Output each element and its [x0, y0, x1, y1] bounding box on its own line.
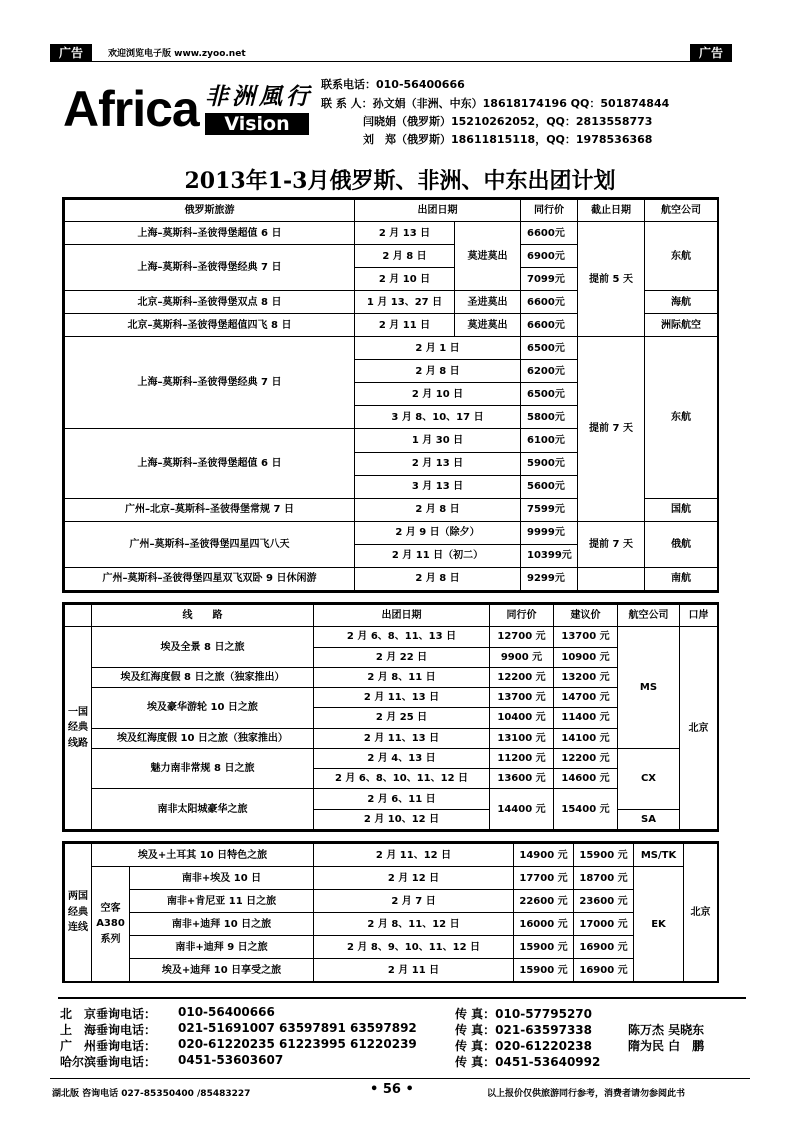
- date: 2 月 10 日: [355, 268, 455, 291]
- route: 埃及+迪拜 10 日享受之旅: [130, 959, 314, 982]
- date: 2 月 12 日: [314, 867, 514, 890]
- route: 北京–莫斯科–圣彼得堡超值四飞 8 日: [65, 314, 355, 337]
- note: 圣进莫出: [455, 291, 521, 314]
- peer: 9900 元: [490, 647, 554, 667]
- airline: 俄航: [645, 521, 718, 567]
- a380-series: 空客A380系列: [92, 867, 130, 982]
- suggest: 10900 元: [554, 647, 618, 667]
- peer: 11200 元: [490, 748, 554, 768]
- suggest: 17000 元: [574, 913, 634, 936]
- date: 2 月 10 日: [355, 383, 521, 406]
- price: 7099元: [521, 268, 578, 291]
- route: 广州–莫斯科–圣彼得堡四星四飞八天: [65, 521, 355, 567]
- contact-line-1: 联 系 人：孙文娟（非洲、中东）18618174196 QQ：501874844: [321, 97, 670, 110]
- date: 1 月 13、27 日: [355, 291, 455, 314]
- date: 2 月 11 日（初二）: [355, 544, 521, 567]
- note: 莫进莫出: [455, 222, 521, 291]
- ad-tag-right: 广告: [690, 44, 732, 62]
- airline: MS/TK: [634, 844, 684, 867]
- date: 2 月 8 日: [355, 360, 521, 383]
- route: 上海–莫斯科–圣彼得堡超值 6 日: [65, 429, 355, 498]
- suggest: 12200 元: [554, 748, 618, 768]
- hotline-phones: 020-61220235 61223995 61220239: [178, 1037, 417, 1051]
- hotline-city: 上 海垂询电话：: [60, 1023, 157, 1037]
- header-depart-date: 出团日期: [314, 605, 490, 627]
- header-airline: 航空公司: [645, 200, 718, 222]
- date: 2 月 6、11 日: [314, 789, 490, 809]
- peer: 12200 元: [490, 667, 554, 687]
- airline: CX: [618, 748, 680, 809]
- port: 北京: [680, 627, 718, 830]
- airline: 东航: [645, 222, 718, 291]
- contact-line-3: 刘 郑（俄罗斯）18611815118，QQ：1978536368: [363, 133, 653, 146]
- route: 埃及+土耳其 10 日特色之旅: [92, 844, 314, 867]
- suggest: 14100 元: [554, 728, 618, 748]
- price: 6100元: [521, 429, 578, 452]
- airline: 海航: [645, 291, 718, 314]
- suggest: 13700 元: [554, 627, 618, 647]
- contact-line-2: 闫晓娟（俄罗斯）15210262052，QQ：2813558773: [363, 115, 653, 128]
- price: 10399元: [521, 544, 578, 567]
- suggest: 13200 元: [554, 667, 618, 687]
- price: 6600元: [521, 314, 578, 337]
- peer: 13600 元: [490, 769, 554, 789]
- date: 2 月 11 日: [314, 959, 514, 982]
- deadline: 提前 5 天: [578, 222, 645, 337]
- route: 南非+迪拜 9 日之旅: [130, 936, 314, 959]
- suggest: 14600 元: [554, 769, 618, 789]
- header-russia-tour: 俄罗斯旅游: [65, 200, 355, 222]
- date: 2 月 11 日: [355, 314, 455, 337]
- note: 莫进莫出: [455, 314, 521, 337]
- header-peer-price: 同行价: [490, 605, 554, 627]
- logo-vision: Vision: [205, 113, 309, 135]
- header-airline: 航空公司: [618, 605, 680, 627]
- header-peer-price: 同行价: [521, 200, 578, 222]
- peer: 14400 元: [490, 789, 554, 830]
- peer: 22600 元: [514, 890, 574, 913]
- route: 魅力南非常规 8 日之旅: [92, 748, 314, 789]
- price: 5600元: [521, 475, 578, 498]
- header-depart-date: 出团日期: [355, 200, 521, 222]
- airline: MS: [618, 627, 680, 749]
- date: 2 月 4、13 日: [314, 748, 490, 768]
- logo-chinese: 非洲風行: [205, 83, 313, 110]
- suggest: 16900 元: [574, 936, 634, 959]
- price: 6900元: [521, 245, 578, 268]
- suggest: 15400 元: [554, 789, 618, 830]
- price: 5900元: [521, 452, 578, 475]
- egypt-table: [64, 604, 718, 830]
- airline: 国航: [645, 498, 718, 521]
- peer: 13700 元: [490, 688, 554, 708]
- route: 南非+埃及 10 日: [130, 867, 314, 890]
- date: 2 月 11、13 日: [314, 728, 490, 748]
- group-one-country: 一国经典线路: [65, 627, 92, 830]
- date: 2 月 13 日: [355, 452, 521, 475]
- hotline-phones: 010-56400666: [178, 1005, 275, 1019]
- airline: SA: [618, 809, 680, 829]
- peer: 15900 元: [514, 959, 574, 982]
- price: 9999元: [521, 521, 578, 544]
- hotline-rule: [58, 997, 746, 999]
- page-number: • 56 •: [370, 1082, 414, 1097]
- route: 埃及红海度假 10 日之旅（独家推出）: [92, 728, 314, 748]
- price: 6200元: [521, 360, 578, 383]
- date: 2 月 22 日: [314, 647, 490, 667]
- price: 6500元: [521, 337, 578, 360]
- peer: 13100 元: [490, 728, 554, 748]
- date: 2 月 8、9、10、11、12 日: [314, 936, 514, 959]
- welcome-text: 欢迎浏览电子版 www.zyoo.net: [108, 49, 246, 59]
- date: 2 月 6、8、11、13 日: [314, 627, 490, 647]
- hotline-fax: 传 真：020-61220238: [455, 1039, 593, 1053]
- hotline-fax: 传 真：021-63597338: [455, 1023, 593, 1037]
- date: 2 月 11、13 日: [314, 688, 490, 708]
- header-deadline: 截止日期: [578, 200, 645, 222]
- route: 北京–莫斯科–圣彼得堡双点 8 日: [65, 291, 355, 314]
- date: 2 月 1 日: [355, 337, 521, 360]
- logo-africa: Africa: [63, 81, 199, 137]
- header-route: 线 路: [92, 605, 314, 627]
- deadline: 提前 7 天: [578, 521, 645, 567]
- route: 上海–莫斯科–圣彼得堡经典 7 日: [65, 245, 355, 291]
- route: 埃及豪华游轮 10 日之旅: [92, 688, 314, 729]
- route: 南非+肯尼亚 11 日之旅: [130, 890, 314, 913]
- date: 2 月 25 日: [314, 708, 490, 728]
- footer-rule: [50, 1078, 750, 1079]
- date: 2 月 8 日: [355, 567, 521, 590]
- route: 上海–莫斯科–圣彼得堡经典 7 日: [65, 337, 355, 429]
- route: 南非太阳城豪华之旅: [92, 789, 314, 830]
- date: 3 月 13 日: [355, 475, 521, 498]
- date: 2 月 8 日: [355, 498, 521, 521]
- page-title: 2013年1-3月俄罗斯、非洲、中东出团计划: [184, 168, 616, 194]
- date: 3 月 8、10、17 日: [355, 406, 521, 429]
- airline: EK: [634, 867, 684, 982]
- route: 埃及红海度假 8 日之旅（独家推出）: [92, 667, 314, 687]
- footer-right: 以上报价仅供旅游同行参考，消费者请勿参阅此书: [487, 1089, 686, 1099]
- airline: 南航: [645, 567, 718, 590]
- footer-left: 湖北版 咨询电话 027-85350400 /85483227: [52, 1089, 251, 1099]
- suggest: 23600 元: [574, 890, 634, 913]
- header-suggest-price: 建议价: [554, 605, 618, 627]
- route: 广州–北京–莫斯科–圣彼得堡常规 7 日: [65, 498, 355, 521]
- hotline-city: 广 州垂询电话：: [60, 1039, 157, 1053]
- date: 2 月 8 日: [355, 245, 455, 268]
- peer: 16000 元: [514, 913, 574, 936]
- price: 7599元: [521, 498, 578, 521]
- hotline-fax: 传 真：0451-53640992: [455, 1055, 601, 1069]
- deadline: 提前 7 天: [578, 337, 645, 521]
- hotline-city: 北 京垂询电话：: [60, 1007, 157, 1021]
- ad-tag-left: 广告: [50, 44, 92, 62]
- group-two-country: 两国经典连线: [65, 844, 92, 982]
- hotline-people: 隋为民 白 鹏: [628, 1039, 705, 1053]
- date: 2 月 8、11、12 日: [314, 913, 514, 936]
- suggest: 14700 元: [554, 688, 618, 708]
- date: 2 月 11、12 日: [314, 844, 514, 867]
- airline: 洲际航空: [645, 314, 718, 337]
- suggest: 16900 元: [574, 959, 634, 982]
- airline: 东航: [645, 337, 718, 498]
- header-rule: [62, 61, 692, 62]
- contact-phone: 联系电话：010-56400666: [321, 78, 465, 91]
- date: 2 月 6、8、10、11、12 日: [314, 769, 490, 789]
- price: 9299元: [521, 567, 578, 590]
- hotline-phones: 0451-53603607: [178, 1053, 284, 1067]
- date: 2 月 8、11 日: [314, 667, 490, 687]
- peer: 10400 元: [490, 708, 554, 728]
- peer: 12700 元: [490, 627, 554, 647]
- route: 广州–莫斯科–圣彼得堡四星双飞双卧 9 日休闲游: [65, 567, 355, 590]
- suggest: 18700 元: [574, 867, 634, 890]
- suggest: 15900 元: [574, 844, 634, 867]
- date: 2 月 7 日: [314, 890, 514, 913]
- peer: 17700 元: [514, 867, 574, 890]
- two-country-table: [64, 843, 718, 982]
- route: 上海–莫斯科–圣彼得堡超值 6 日: [65, 222, 355, 245]
- price: 6600元: [521, 222, 578, 245]
- price: 5800元: [521, 406, 578, 429]
- price: 6500元: [521, 383, 578, 406]
- header-port: 口岸: [680, 605, 718, 627]
- route: 南非+迪拜 10 日之旅: [130, 913, 314, 936]
- date: 2 月 13 日: [355, 222, 455, 245]
- suggest: 11400 元: [554, 708, 618, 728]
- date: 1 月 30 日: [355, 429, 521, 452]
- route: 埃及全景 8 日之旅: [92, 627, 314, 668]
- date: 2 月 9 日（除夕）: [355, 521, 521, 544]
- price: 6600元: [521, 291, 578, 314]
- date: 2 月 10、12 日: [314, 809, 490, 829]
- hotline-phones: 021-51691007 63597891 63597892: [178, 1021, 417, 1035]
- russia-table: [64, 199, 718, 591]
- hotline-people: 陈万杰 吴晓东: [628, 1023, 705, 1037]
- hotline-city: 哈尔滨垂询电话：: [60, 1055, 157, 1069]
- peer: 15900 元: [514, 936, 574, 959]
- hotline-fax: 传 真：010-57795270: [455, 1007, 593, 1021]
- port: 北京: [684, 844, 718, 982]
- peer: 14900 元: [514, 844, 574, 867]
